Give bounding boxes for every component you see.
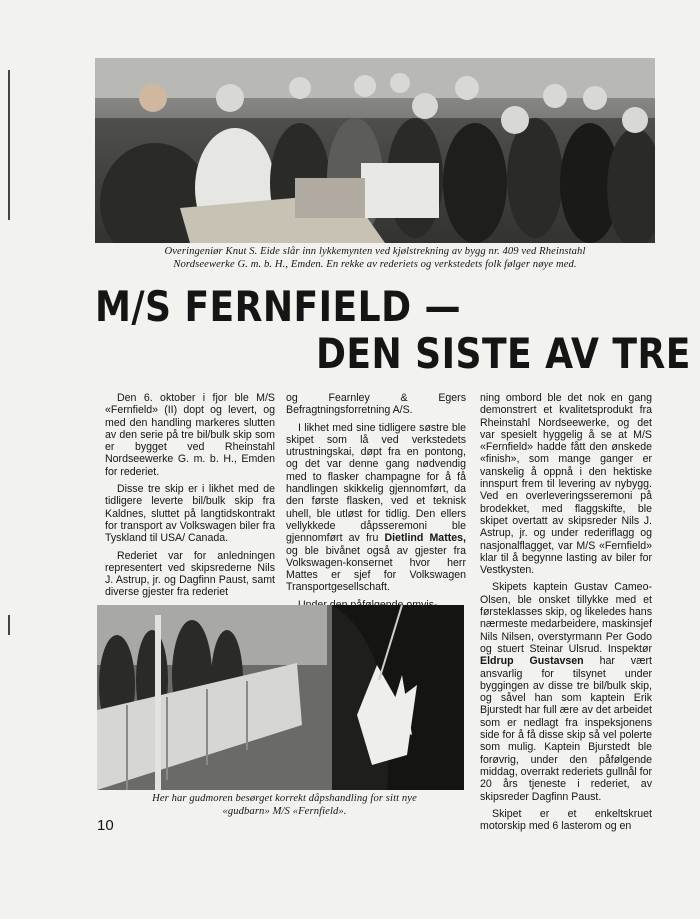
article-column-2 bbox=[286, 392, 466, 611]
scan-edge-mark bbox=[8, 70, 10, 220]
caption-line: Overingeniør Knut S. Eide slår inn lykkemynten ved kjølstrekning av bygg nr. 409 ved Rheinstahl bbox=[164, 246, 586, 257]
paragraph: ning ombord ble det nok en gang demonstrert et kvalitetsprodukt fra Rheinstahl Nordseewerke, og det var spesielt hyggelig å se at M/S «Fernfield» hadde fått den ønskede «finish», som mange ganger er vanskelig å oppnå i den hektiske innspurt frem til levering av nybygg. Ved en overleveringsseremoni på brodekket, med flaggskifte, ble skipet overtatt av skipsreder Nils J. Astrup, jr. og under rederiflagg og nasjonalflagget, var M/S «Fernfield» klar til å begynne lasting av biler for Vestkysten. bbox=[480, 392, 652, 577]
person-name: Dietlind Mattes, bbox=[384, 532, 466, 545]
caption-bottom-photo bbox=[97, 792, 472, 818]
headline-line-1: M/S FERNFIELD — bbox=[95, 282, 462, 331]
paragraph: Skipet er et enkeltskruet motorskip med 6 lasterom og en bbox=[480, 807, 652, 833]
page-number: 10 bbox=[97, 817, 114, 834]
paragraph: Den 6. oktober i fjor ble M/S «Fernfield» (II) dopt og levert, og med den handling markeres slutten av den serie på tre bil/bulk skip som er bygget ved Rheinstahl Nordseewerke G. m. b. H., Emden for rederiet. bbox=[105, 392, 275, 478]
paragraph: og Fearnley & Egers Befragtningsforretning A/S. bbox=[286, 392, 466, 417]
caption-line: «gudbarn» M/S «Fernfield». bbox=[222, 806, 347, 817]
headline-line-2: DEN SISTE AV TRE bbox=[316, 329, 691, 378]
person-name: Eldrup Gustavsen bbox=[480, 655, 584, 668]
paragraph-text: Skipets kaptein Gustav Cameo-Olsen, ble onsket tillykke med et førsteklasses skip, og likeledes hans nærmeste medarbeidere, maskinsjef Nils Nilsen, overstyrmann Per Godo og stuert Steinar Ulsrud. Inspektør bbox=[480, 581, 652, 655]
article-column-1 bbox=[105, 392, 275, 599]
caption-line: Her har gudmoren besørget korrekt dåpshandling for sitt nye bbox=[152, 793, 417, 804]
article-column-3 bbox=[480, 392, 652, 832]
scan-edge-mark bbox=[8, 615, 10, 635]
paragraph-text: har vært ansvarlig for tilsynet under byggingen av disse tre bil/bulk skip, og såvel han som kaptein Erik Bjurstedt har full ære av det arbeidet som er nedlagt fra inspeksjonens side for å få disse skip så vel polerte som mulig. Kaptein Bjurstedt ble forøvrig, under den påfølgende middag, overrakt rederiets gullnål for 20 års tjeneste i rederiet, av skipsreder Dagfinn Paust. bbox=[480, 655, 652, 803]
caption-line: Nordseewerke G. m. b. H., Emden. En rekke av rederiets og verkstedets folk følger nøye med. bbox=[173, 259, 577, 270]
paragraph: Rederiet var for anledningen representert ved skipsrederne Nils J. Astrup, jr. og Dagfinn Paust, samt diverse gjester fra rederiet bbox=[105, 549, 275, 599]
paragraph-text: og ble bivånet også av gjester fra Volkswagen-konsernet hvor herr Mattes er sjef for Volkswagen Transportgesellschaft. bbox=[286, 544, 466, 594]
caption-top-photo bbox=[95, 245, 655, 271]
photo-christening bbox=[97, 605, 464, 790]
paragraph-text: I likhet med sine tidligere søstre ble skipet som lå ved verkstedets utrustningskai, døpt fra en pontong, og det var denne gang nødvendig med to flasker champagne for å få handlingen skikkelig gjennomført, da den første flasken, ved et teknisk uhell, ble utløst for tidlig. Den ellers vellykkede dåpsseremoni ble gjennomført av fru bbox=[286, 421, 466, 545]
photo-keel-laying bbox=[95, 58, 655, 243]
paragraph bbox=[480, 581, 652, 802]
paragraph: Disse tre skip er i likhet med de tidligere leverte bil/bulk skip fra Kaldnes, sluttet på langtidskontrakt for transport av Volkswagen biler fra Tyskland til USA/ Canada. bbox=[105, 483, 275, 545]
paragraph bbox=[286, 422, 466, 594]
